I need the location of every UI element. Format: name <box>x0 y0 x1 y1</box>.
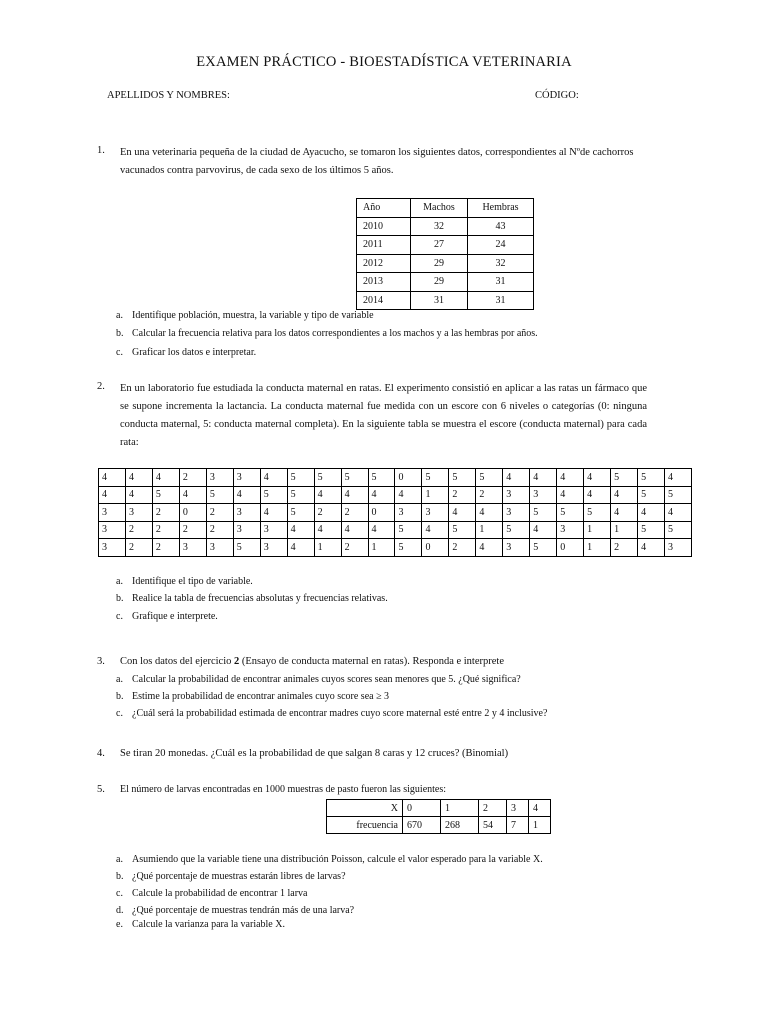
table-cell: 4 <box>530 469 557 487</box>
table-cell: 4 <box>530 521 557 539</box>
table-cell: 5 <box>152 486 179 504</box>
table-cell: 4 <box>476 539 503 557</box>
table-cell: 3 <box>233 469 260 487</box>
table-cell: 5 <box>314 469 341 487</box>
table-header-row <box>357 199 534 218</box>
table-cell: 4 <box>665 469 692 487</box>
item-text: Calcular la frecuencia relativa para los datos correspondientes a los machos y a las hembras por años. <box>132 328 538 339</box>
table-cell: 3 <box>233 504 260 522</box>
table-cell: 1 <box>476 521 503 539</box>
table-row <box>357 217 534 236</box>
table-cell: 2 <box>152 521 179 539</box>
item-marker: b. <box>116 691 124 702</box>
table-cell: 2 <box>152 539 179 557</box>
table-cell: 29 <box>411 273 468 292</box>
table-cell: 2 <box>449 539 476 557</box>
table-cell: 4 <box>125 469 152 487</box>
table-cell: 4 <box>368 486 395 504</box>
table-cell: 1 <box>584 539 611 557</box>
table-cell: 4 <box>557 486 584 504</box>
item-marker: a. <box>116 674 123 685</box>
table-cell: 3 <box>395 504 422 522</box>
table-cell: 4 <box>395 486 422 504</box>
table-cell: 4 <box>99 486 126 504</box>
item-text: ¿Qué porcentaje de muestras tendrán más de una larva? <box>132 905 355 916</box>
table-cell: 27 <box>411 236 468 255</box>
table-cell: 1 <box>422 486 449 504</box>
item-marker: b. <box>116 328 124 339</box>
table-cell: 2 <box>449 486 476 504</box>
table-cell: 4 <box>638 539 665 557</box>
table-cell: 670 <box>403 817 441 834</box>
table-cell: 5 <box>395 521 422 539</box>
table-cell: 3 <box>530 486 557 504</box>
table-row <box>357 254 534 273</box>
table-cell: 3 <box>503 504 530 522</box>
q3-text-bold: 2 <box>234 656 240 667</box>
table-cell: 4 <box>584 486 611 504</box>
item-text: Calcular la probabilidad de encontrar animales cuyos scores sean menores que 5. ¿Qué significa? <box>132 674 521 685</box>
table-cell: 29 <box>411 254 468 273</box>
table-cell: 3 <box>99 521 126 539</box>
table-cell: 4 <box>314 486 341 504</box>
table-cell: 31 <box>411 291 468 310</box>
table-cell: 5 <box>368 469 395 487</box>
table-cell: 4 <box>638 504 665 522</box>
table-cell: 3 <box>260 539 287 557</box>
table-cell: 1 <box>314 539 341 557</box>
table-cell: 5 <box>584 504 611 522</box>
table-cell: 2 <box>479 800 507 817</box>
table-cell: 4 <box>584 469 611 487</box>
table-cell: 3 <box>422 504 449 522</box>
table-cell: 54 <box>479 817 507 834</box>
q5-text: El número de larvas encontradas en 1000 muestras de pasto fueron las siguientes: <box>120 784 447 795</box>
q2-score-table <box>98 468 692 557</box>
item-text: Realice la tabla de frecuencias absolutas y frecuencias relativas. <box>132 593 388 604</box>
table-header-cell: Año <box>357 199 411 218</box>
q3-text-pre: Con los datos del ejercicio <box>120 656 235 667</box>
item-marker: c. <box>116 611 123 622</box>
table-cell: 2011 <box>357 236 411 255</box>
table-cell: 5 <box>665 521 692 539</box>
table-cell: X <box>327 800 403 817</box>
table-row <box>99 539 692 557</box>
table-cell: 5 <box>638 486 665 504</box>
table-cell: 5 <box>449 521 476 539</box>
table-cell: 43 <box>468 217 534 236</box>
table-cell: 0 <box>557 539 584 557</box>
table-cell: 4 <box>449 504 476 522</box>
table-cell: 7 <box>507 817 529 834</box>
table-cell: 0 <box>422 539 449 557</box>
table-cell: 5 <box>206 486 233 504</box>
table-row <box>357 273 534 292</box>
item-marker: b. <box>116 871 124 882</box>
q2-text: En un laboratorio fue estudiada la conducta maternal en ratas. El experimento consistió en aplicar a las ratas un fármaco que se supone incrementa la lactancia. La conducta maternal fue medida con un escore con 6 niveles o categorías (0: ninguna conducta maternal, 5: conducta maternal completa). En la siguiente tabla se muestra el escore (conducta maternal) para cada rata: <box>120 383 647 448</box>
table-cell: 4 <box>260 504 287 522</box>
item-text: Estime la probabilidad de encontrar animales cuyo score sea ≥ 3 <box>132 691 390 702</box>
table-cell: 4 <box>476 504 503 522</box>
item-marker: b. <box>116 593 124 604</box>
table-cell: 4 <box>341 486 368 504</box>
table-cell: 4 <box>125 486 152 504</box>
table-row <box>327 800 551 817</box>
table-cell: 4 <box>260 469 287 487</box>
table-cell: 3 <box>503 539 530 557</box>
table-cell: 2012 <box>357 254 411 273</box>
table-cell: 5 <box>287 504 314 522</box>
table-cell: 2 <box>152 504 179 522</box>
table-cell: 2013 <box>357 273 411 292</box>
q3-text <box>120 656 504 667</box>
q5-number: 5. <box>97 784 105 795</box>
table-header-cell: Hembras <box>468 199 534 218</box>
table-cell: 31 <box>468 273 534 292</box>
table-cell: 5 <box>395 539 422 557</box>
table-header-cell: Machos <box>411 199 468 218</box>
table-cell: 2 <box>206 521 233 539</box>
table-cell: 5 <box>638 469 665 487</box>
table-cell: 2 <box>179 469 206 487</box>
table-cell: 1 <box>584 521 611 539</box>
item-marker: a. <box>116 310 123 321</box>
table-cell: 4 <box>152 469 179 487</box>
q1-text: En una veterinaria pequeña de la ciudad de Ayacucho, se tomaron los siguientes datos, correspondientes al Nºde cachorros vacunados contra parvovirus, de cada sexo de los últimos 5 años. <box>120 147 634 176</box>
table-cell: 4 <box>314 521 341 539</box>
table-cell: 4 <box>287 521 314 539</box>
table-cell: 3 <box>260 521 287 539</box>
item-marker: e. <box>116 919 123 930</box>
table-cell: 1 <box>441 800 479 817</box>
table-cell: 4 <box>611 504 638 522</box>
table-row <box>327 817 551 834</box>
table-cell: 4 <box>529 800 551 817</box>
table-cell: 2 <box>341 504 368 522</box>
table-cell: 5 <box>422 469 449 487</box>
table-cell: 5 <box>503 521 530 539</box>
table-cell: 2010 <box>357 217 411 236</box>
item-text: Identifique población, muestra, la variable y tipo de variable <box>132 310 374 321</box>
table-cell: 4 <box>368 521 395 539</box>
table-cell: 4 <box>611 486 638 504</box>
table-cell: 2 <box>314 504 341 522</box>
table-cell: 3 <box>125 504 152 522</box>
item-marker: a. <box>116 576 123 587</box>
names-label: APELLIDOS Y NOMBRES: <box>107 90 230 101</box>
table-row <box>99 504 692 522</box>
table-cell: 3 <box>557 521 584 539</box>
table-cell: 2014 <box>357 291 411 310</box>
q3-number: 3. <box>97 656 105 667</box>
table-cell: 5 <box>530 539 557 557</box>
table-cell: 3 <box>99 504 126 522</box>
table-cell: 3 <box>179 539 206 557</box>
table-row <box>99 469 692 487</box>
item-text: Identifique el tipo de variable. <box>132 576 253 587</box>
table-cell: 1 <box>529 817 551 834</box>
code-label: CÓDIGO: <box>535 90 579 101</box>
item-text: Calcule la varianza para la variable X. <box>132 919 285 930</box>
table-cell: 0 <box>403 800 441 817</box>
table-cell: 3 <box>206 539 233 557</box>
item-text: Asumiendo que la variable tiene una distribución Poisson, calcule el valor esperado para la variable X. <box>132 854 543 865</box>
table-cell: 5 <box>287 469 314 487</box>
table-cell: 2 <box>179 521 206 539</box>
table-cell: 4 <box>287 539 314 557</box>
table-cell: 1 <box>368 539 395 557</box>
item-marker: c. <box>116 347 123 358</box>
table-row <box>357 291 534 310</box>
table-cell: 2 <box>206 504 233 522</box>
q1-table <box>356 198 534 310</box>
table-cell: 32 <box>468 254 534 273</box>
table-cell: 2 <box>476 486 503 504</box>
table-cell: 4 <box>503 469 530 487</box>
table-cell: 0 <box>368 504 395 522</box>
item-marker: c. <box>116 888 123 899</box>
table-row <box>357 236 534 255</box>
table-cell: 4 <box>341 521 368 539</box>
q4-text: Se tiran 20 monedas. ¿Cuál es la probabilidad de que salgan 8 caras y 12 cruces? (Binomial) <box>120 748 509 759</box>
q2-number: 2. <box>97 381 105 392</box>
table-cell: 5 <box>260 486 287 504</box>
table-cell: 5 <box>557 504 584 522</box>
table-cell: frecuencia <box>327 817 403 834</box>
table-cell: 2 <box>125 539 152 557</box>
table-cell: 3 <box>233 521 260 539</box>
table-cell: 3 <box>99 539 126 557</box>
table-cell: 4 <box>422 521 449 539</box>
table-cell: 5 <box>665 486 692 504</box>
item-marker: d. <box>116 905 124 916</box>
table-cell: 5 <box>611 469 638 487</box>
table-cell: 0 <box>179 504 206 522</box>
table-cell: 32 <box>411 217 468 236</box>
table-cell: 3 <box>503 486 530 504</box>
item-text: Graficar los datos e interpretar. <box>132 347 257 358</box>
item-text: Calcule la probabilidad de encontrar 1 larva <box>132 888 308 899</box>
table-row <box>99 486 692 504</box>
table-cell: 24 <box>468 236 534 255</box>
exam-title: EXAMEN PRÁCTICO - BIOESTADÍSTICA VETERINARIA <box>196 54 572 70</box>
table-cell: 1 <box>611 521 638 539</box>
table-cell: 5 <box>530 504 557 522</box>
table-cell: 4 <box>557 469 584 487</box>
q5-larvae-table <box>326 799 551 834</box>
table-cell: 2 <box>341 539 368 557</box>
table-row <box>99 521 692 539</box>
q3-text-post: (Ensayo de conducta maternal en ratas). Responda e interprete <box>239 656 504 667</box>
table-cell: 268 <box>441 817 479 834</box>
table-cell: 5 <box>449 469 476 487</box>
table-cell: 31 <box>468 291 534 310</box>
table-cell: 4 <box>179 486 206 504</box>
table-cell: 5 <box>638 521 665 539</box>
table-cell: 3 <box>206 469 233 487</box>
table-cell: 2 <box>125 521 152 539</box>
q4-number: 4. <box>97 748 105 759</box>
table-cell: 5 <box>341 469 368 487</box>
table-cell: 2 <box>611 539 638 557</box>
table-cell: 4 <box>665 504 692 522</box>
item-text: Grafique e interprete. <box>132 611 218 622</box>
item-text: ¿Qué porcentaje de muestras estarán libres de larvas? <box>132 871 346 882</box>
table-cell: 5 <box>287 486 314 504</box>
q1-number: 1. <box>97 145 105 156</box>
table-cell: 4 <box>99 469 126 487</box>
table-cell: 4 <box>233 486 260 504</box>
item-marker: a. <box>116 854 123 865</box>
item-text: ¿Cuál será la probabilidad estimada de encontrar madres cuyo score maternal esté entre 2 y 4 inclusive? <box>132 708 548 719</box>
table-cell: 0 <box>395 469 422 487</box>
table-cell: 3 <box>665 539 692 557</box>
table-cell: 3 <box>507 800 529 817</box>
item-marker: c. <box>116 708 123 719</box>
table-cell: 5 <box>233 539 260 557</box>
table-cell: 5 <box>476 469 503 487</box>
